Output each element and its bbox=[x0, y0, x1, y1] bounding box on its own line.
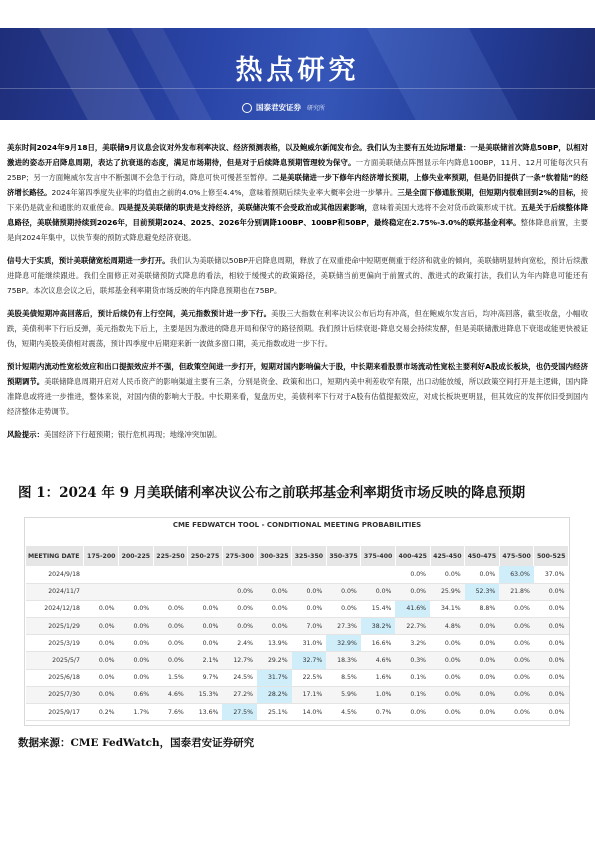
meeting-date: 2025/9/17 bbox=[26, 704, 84, 721]
probability-cell: 15.4% bbox=[361, 600, 396, 617]
table-row bbox=[26, 600, 569, 617]
bold-text: 预计短期内流动性宽松效应和出口提振效应并不强，但政策空间进一步打开，短期对国内影响偏大于股，中长期来看股票市场流动性宽松主要利好A股成长板块，也仍受国内经济预期调节。 bbox=[7, 362, 588, 386]
probability-cell: 0.1% bbox=[395, 686, 430, 703]
column-header-range: 400-425 bbox=[395, 546, 430, 566]
paragraph bbox=[7, 306, 588, 351]
probability-cell: 0.0% bbox=[499, 600, 534, 617]
probability-cell: 1.5% bbox=[153, 669, 188, 686]
probability-cell: 32.9% bbox=[326, 635, 361, 652]
probability-cell: 0.0% bbox=[153, 618, 188, 635]
meeting-date: 2024/12/18 bbox=[26, 600, 84, 617]
probability-cell: 0.0% bbox=[326, 583, 361, 600]
probability-cell: 27.5% bbox=[222, 704, 257, 721]
probability-cell: 0.0% bbox=[430, 652, 465, 669]
probability-cell: 0.0% bbox=[153, 652, 188, 669]
column-header-range: 300-325 bbox=[257, 546, 292, 566]
probability-cell: 0.0% bbox=[119, 669, 154, 686]
banner-title: 热点研究 bbox=[235, 55, 360, 86]
probability-cell: 5.9% bbox=[326, 686, 361, 703]
paragraph bbox=[7, 359, 588, 419]
column-header-range: 375-400 bbox=[361, 546, 396, 566]
probability-cell: 0.0% bbox=[222, 600, 257, 617]
probability-cell: 0.0% bbox=[153, 600, 188, 617]
probability-cell: 32.7% bbox=[292, 652, 327, 669]
risk-text: 美国经济下行超预期；银行危机再现；地缘冲突加剧。 bbox=[43, 430, 222, 439]
probability-cell: 0.0% bbox=[84, 635, 119, 652]
probability-cell: 0.7% bbox=[361, 704, 396, 721]
fedwatch-table bbox=[26, 546, 569, 721]
probability-cell bbox=[119, 583, 154, 600]
probability-cell: 0.0% bbox=[499, 704, 534, 721]
probability-cell: 0.0% bbox=[534, 686, 569, 703]
meeting-date: 2025/6/18 bbox=[26, 669, 84, 686]
probability-cell: 0.0% bbox=[395, 704, 430, 721]
probability-cell: 2.4% bbox=[222, 635, 257, 652]
probability-cell: 52.3% bbox=[465, 583, 500, 600]
column-header-range: 275-300 bbox=[222, 546, 257, 566]
probability-cell: 4.6% bbox=[153, 686, 188, 703]
column-header-range: 200-225 bbox=[119, 546, 154, 566]
probability-cell: 0.2% bbox=[84, 704, 119, 721]
probability-cell: 13.6% bbox=[188, 704, 223, 721]
column-header-range: 250-275 bbox=[188, 546, 223, 566]
meeting-date: 2025/3/19 bbox=[26, 635, 84, 652]
probability-cell: 0.0% bbox=[534, 618, 569, 635]
body-text: 美联储降息周期开启对人民币资产的影响渠道主要有三条，分别是资金、政策和出口，短期内美中利差收窄有限，出口动能放缓，所以政策空间打开是主逻辑，国内降准降息或将进一步推进，整体来说，对国内债的影响大于股。中长期来看，复盘历史，美债利率下行对于A股有估值提振效应，对成长板块更明显，但其效应的发挥依旧受到国内经济整体走势调节。 bbox=[7, 377, 588, 416]
probability-cell: 12.7% bbox=[222, 652, 257, 669]
probability-cell: 4.8% bbox=[430, 618, 465, 635]
bold-text: 二是美联储进一步下修年内经济增长预期，上修失业率预期，但是仍旧提供了一条“软着陆”的经济增长路径。 bbox=[7, 173, 588, 197]
probability-cell: 0.0% bbox=[188, 600, 223, 617]
fedwatch-title: CME FEDWATCH TOOL - CONDITIONAL MEETING PROBABILITIES bbox=[172, 521, 422, 529]
probability-cell: 0.0% bbox=[430, 704, 465, 721]
body-text: 整体降息前置，主要是向2024年集中，以快节奏的预防式降息避免经济衰退。 bbox=[7, 218, 588, 242]
bold-text: 三是全面下修通胀预期，但短期内很难回到2%的目标， bbox=[397, 188, 581, 197]
probability-cell: 0.0% bbox=[465, 686, 500, 703]
table-row bbox=[26, 686, 569, 703]
probability-cell: 0.0% bbox=[119, 652, 154, 669]
probability-cell bbox=[292, 566, 327, 583]
probability-cell bbox=[326, 566, 361, 583]
probability-cell: 0.0% bbox=[465, 652, 500, 669]
logo-icon bbox=[242, 103, 252, 113]
body-text: 美股三大指数在利率决议公布后均有冲高，但在鲍威尔发言后，均冲高回落，截至收盘，小幅收跌，美债利率下行后反弹，美元指数先下后上，主要是因为激进的降息开局和保守的路径预期。我们预计后续衰退-降息交易会持续发酵，但是美联储激进降息下衰退或能更快被证伪，短期内美股美债相对震荡，预计四季度中后期迎来新一波做多窗口期，美元指数或进一步下行。 bbox=[7, 309, 588, 348]
table-body bbox=[26, 566, 569, 721]
probability-cell: 21.8% bbox=[499, 583, 534, 600]
probability-cell: 0.0% bbox=[326, 600, 361, 617]
probability-cell: 0.0% bbox=[292, 600, 327, 617]
probability-cell bbox=[257, 566, 292, 583]
probability-cell: 0.0% bbox=[465, 669, 500, 686]
probability-cell: 17.1% bbox=[292, 686, 327, 703]
body-text: 意味着美国大选将不会对货币政策形成干扰。 bbox=[372, 203, 521, 212]
body-text: 一方面美联储点阵图显示年内降息100BP，11月、12月可能每次只有25BP；另一方面鲍威尔发言中不断强调不会急于行动，降息可快可慢甚至暂停。 bbox=[7, 158, 588, 182]
probability-cell: 8.8% bbox=[465, 600, 500, 617]
probability-cell: 18.3% bbox=[326, 652, 361, 669]
bold-text: 美股美债短期冲高回落后，预计后续仍有上行空间，美元指数预计进一步下行。 bbox=[7, 309, 272, 318]
column-header-range: 450-475 bbox=[465, 546, 500, 566]
probability-cell bbox=[153, 566, 188, 583]
table-header bbox=[26, 546, 569, 566]
bold-text: 五是关于后续整体降息路径，美联储预期持续到2026年，目前预期2024、2025、2026年分别调降100BP、100BP和50BP，最终稳定在2.75%-3.0%的联邦基金利率。 bbox=[7, 203, 588, 227]
probability-cell: 0.0% bbox=[361, 583, 396, 600]
column-header-range: 175-200 bbox=[84, 546, 119, 566]
table-row bbox=[26, 704, 569, 721]
probability-cell: 4.6% bbox=[361, 652, 396, 669]
probability-cell: 15.3% bbox=[188, 686, 223, 703]
probability-cell: 1.0% bbox=[361, 686, 396, 703]
column-header-range: 425-450 bbox=[430, 546, 465, 566]
meeting-date: 2025/5/7 bbox=[26, 652, 84, 669]
probability-cell: 0.0% bbox=[430, 686, 465, 703]
probability-cell bbox=[84, 583, 119, 600]
brand-logo bbox=[242, 102, 325, 113]
body-text: 我们认为美联储以50BP开启降息周期，释放了在双重使命中短期更侧重于经济和就业的倾向，美联储明显转向宽松，预计后续激进降息可能继续跟进。我们全面修正对美联储预防式降息的看法，相较于缓慢式的政策路径，美联储当前更偏向于前置式的、激进式的政策打法，我们认为年内降息可能还有75BP。本次议息会议之后，联邦基金利率期货市场反映的年内降息预期也在75BP。 bbox=[7, 256, 588, 295]
probability-cell: 0.0% bbox=[465, 618, 500, 635]
figure-title: 图 1：2024 年 9 月美联储利率决议公布之前联邦基金利率期货市场反映的降息预期 bbox=[18, 485, 526, 501]
column-header-range: 225-250 bbox=[153, 546, 188, 566]
probability-cell: 63.0% bbox=[499, 566, 534, 583]
bold-text: 信号大于实质，预计美联储宽松周期进一步打开。 bbox=[7, 256, 170, 265]
column-header-range: 500-525 bbox=[534, 546, 569, 566]
body-text: 接下来仍是就业和通胀的双重使命。 bbox=[7, 188, 588, 212]
probability-cell: 0.0% bbox=[499, 686, 534, 703]
probability-cell bbox=[188, 566, 223, 583]
probability-cell bbox=[222, 566, 257, 583]
probability-cell: 27.3% bbox=[326, 618, 361, 635]
probability-cell: 0.0% bbox=[465, 704, 500, 721]
probability-cell: 28.2% bbox=[257, 686, 292, 703]
probability-cell: 0.0% bbox=[84, 600, 119, 617]
meeting-date: 2024/11/7 bbox=[26, 583, 84, 600]
probability-cell: 31.7% bbox=[257, 669, 292, 686]
banner-divider bbox=[0, 88, 595, 89]
probability-cell: 1.6% bbox=[361, 669, 396, 686]
probability-cell: 34.1% bbox=[430, 600, 465, 617]
probability-cell: 14.0% bbox=[292, 704, 327, 721]
probability-cell: 0.0% bbox=[119, 618, 154, 635]
probability-cell: 0.0% bbox=[222, 583, 257, 600]
probability-cell bbox=[361, 566, 396, 583]
probability-cell: 0.0% bbox=[534, 704, 569, 721]
meeting-date: 2025/7/30 bbox=[26, 686, 84, 703]
probability-cell: 0.0% bbox=[499, 652, 534, 669]
meeting-date: 2025/1/29 bbox=[26, 618, 84, 635]
probability-cell bbox=[153, 583, 188, 600]
probability-cell: 8.5% bbox=[326, 669, 361, 686]
probability-cell: 0.0% bbox=[84, 686, 119, 703]
paragraph bbox=[7, 140, 588, 245]
probability-cell: 1.7% bbox=[119, 704, 154, 721]
table-row bbox=[26, 566, 569, 583]
probability-cell: 0.0% bbox=[84, 669, 119, 686]
probability-cell: 0.6% bbox=[119, 686, 154, 703]
probability-cell bbox=[188, 583, 223, 600]
column-header-range: 475-500 bbox=[499, 546, 534, 566]
probability-cell: 29.2% bbox=[257, 652, 292, 669]
table-row bbox=[26, 635, 569, 652]
probability-cell: 0.0% bbox=[534, 669, 569, 686]
probability-cell: 0.0% bbox=[534, 583, 569, 600]
probability-cell: 25.9% bbox=[430, 583, 465, 600]
probability-cell: 0.3% bbox=[395, 652, 430, 669]
probability-cell: 0.0% bbox=[430, 566, 465, 583]
probability-cell: 38.2% bbox=[361, 618, 396, 635]
probability-cell: 0.0% bbox=[292, 583, 327, 600]
table-row bbox=[26, 583, 569, 600]
risk-note bbox=[7, 427, 588, 442]
probability-cell: 7.6% bbox=[153, 704, 188, 721]
report-body bbox=[7, 140, 588, 450]
probability-cell: 31.0% bbox=[292, 635, 327, 652]
probability-cell: 25.1% bbox=[257, 704, 292, 721]
probability-cell: 0.0% bbox=[534, 600, 569, 617]
paragraph bbox=[7, 253, 588, 298]
probability-cell: 0.0% bbox=[257, 600, 292, 617]
table-row bbox=[26, 618, 569, 635]
probability-cell: 0.0% bbox=[499, 618, 534, 635]
body-text: 2024年第四季度失业率的均值由之前的4.0%上修至4.4%，意味着预期后续失业率大概率会进一步攀升。 bbox=[51, 188, 398, 197]
probability-cell: 0.0% bbox=[222, 618, 257, 635]
probability-cell: 0.0% bbox=[534, 635, 569, 652]
probability-cell: 0.0% bbox=[153, 635, 188, 652]
probability-cell: 0.0% bbox=[257, 583, 292, 600]
probability-cell: 0.0% bbox=[395, 566, 430, 583]
table-row bbox=[26, 669, 569, 686]
source-note: 数据来源：CME FedWatch，国泰君安证券研究 bbox=[18, 737, 255, 749]
bold-text: 美东时间2024年9月18日，美联储9月议息会议对外发布利率决议、经济预测表格，以及鲍威尔新闻发布会。我们认为主要有五处边际增量：一是美联储首次降息50BP，以相对激进的姿态开启降息周期，表达了抗衰退的态度，满足市场期待，但是对于后续降息预期管理较为保守。 bbox=[7, 143, 588, 167]
probability-cell: 9.7% bbox=[188, 669, 223, 686]
probability-cell bbox=[84, 566, 119, 583]
probability-cell: 0.0% bbox=[257, 618, 292, 635]
column-header-range: 325-350 bbox=[292, 546, 327, 566]
probability-cell: 0.0% bbox=[430, 669, 465, 686]
probability-cell: 37.0% bbox=[534, 566, 569, 583]
table-row bbox=[26, 652, 569, 669]
probability-cell: 41.6% bbox=[395, 600, 430, 617]
probability-cell: 0.1% bbox=[395, 669, 430, 686]
probability-cell: 24.5% bbox=[222, 669, 257, 686]
probability-cell: 0.0% bbox=[119, 635, 154, 652]
probability-cell: 0.0% bbox=[499, 635, 534, 652]
logo-dept: 研究所 bbox=[307, 105, 326, 112]
probability-cell: 0.0% bbox=[430, 635, 465, 652]
probability-cell: 0.0% bbox=[395, 583, 430, 600]
probability-cell: 0.0% bbox=[534, 652, 569, 669]
meeting-date: 2024/9/18 bbox=[26, 566, 84, 583]
probability-cell: 0.0% bbox=[119, 600, 154, 617]
risk-label: 风险提示： bbox=[7, 430, 44, 439]
probability-cell bbox=[119, 566, 154, 583]
probability-cell: 7.0% bbox=[292, 618, 327, 635]
probability-cell: 27.2% bbox=[222, 686, 257, 703]
banner bbox=[0, 28, 595, 120]
probability-cell: 13.9% bbox=[257, 635, 292, 652]
probability-cell: 22.5% bbox=[292, 669, 327, 686]
column-header-date: MEETING DATE bbox=[26, 546, 84, 566]
probability-cell: 0.0% bbox=[84, 618, 119, 635]
probability-cell: 0.0% bbox=[465, 566, 500, 583]
probability-cell: 0.0% bbox=[84, 652, 119, 669]
probability-cell: 3.2% bbox=[395, 635, 430, 652]
probability-cell: 16.6% bbox=[361, 635, 396, 652]
bold-text: 四是提及美联储的职责是支持经济，美联储决策不会受政治或其他因素影响， bbox=[118, 203, 372, 212]
probability-cell: 22.7% bbox=[395, 618, 430, 635]
probability-cell: 0.0% bbox=[499, 669, 534, 686]
probability-cell: 0.0% bbox=[465, 635, 500, 652]
probability-cell: 0.0% bbox=[188, 618, 223, 635]
column-header-range: 350-375 bbox=[326, 546, 361, 566]
logo-name: 国泰君安证券 bbox=[256, 103, 301, 112]
probability-cell: 0.0% bbox=[188, 635, 223, 652]
probability-cell: 4.5% bbox=[326, 704, 361, 721]
probability-cell: 2.1% bbox=[188, 652, 223, 669]
